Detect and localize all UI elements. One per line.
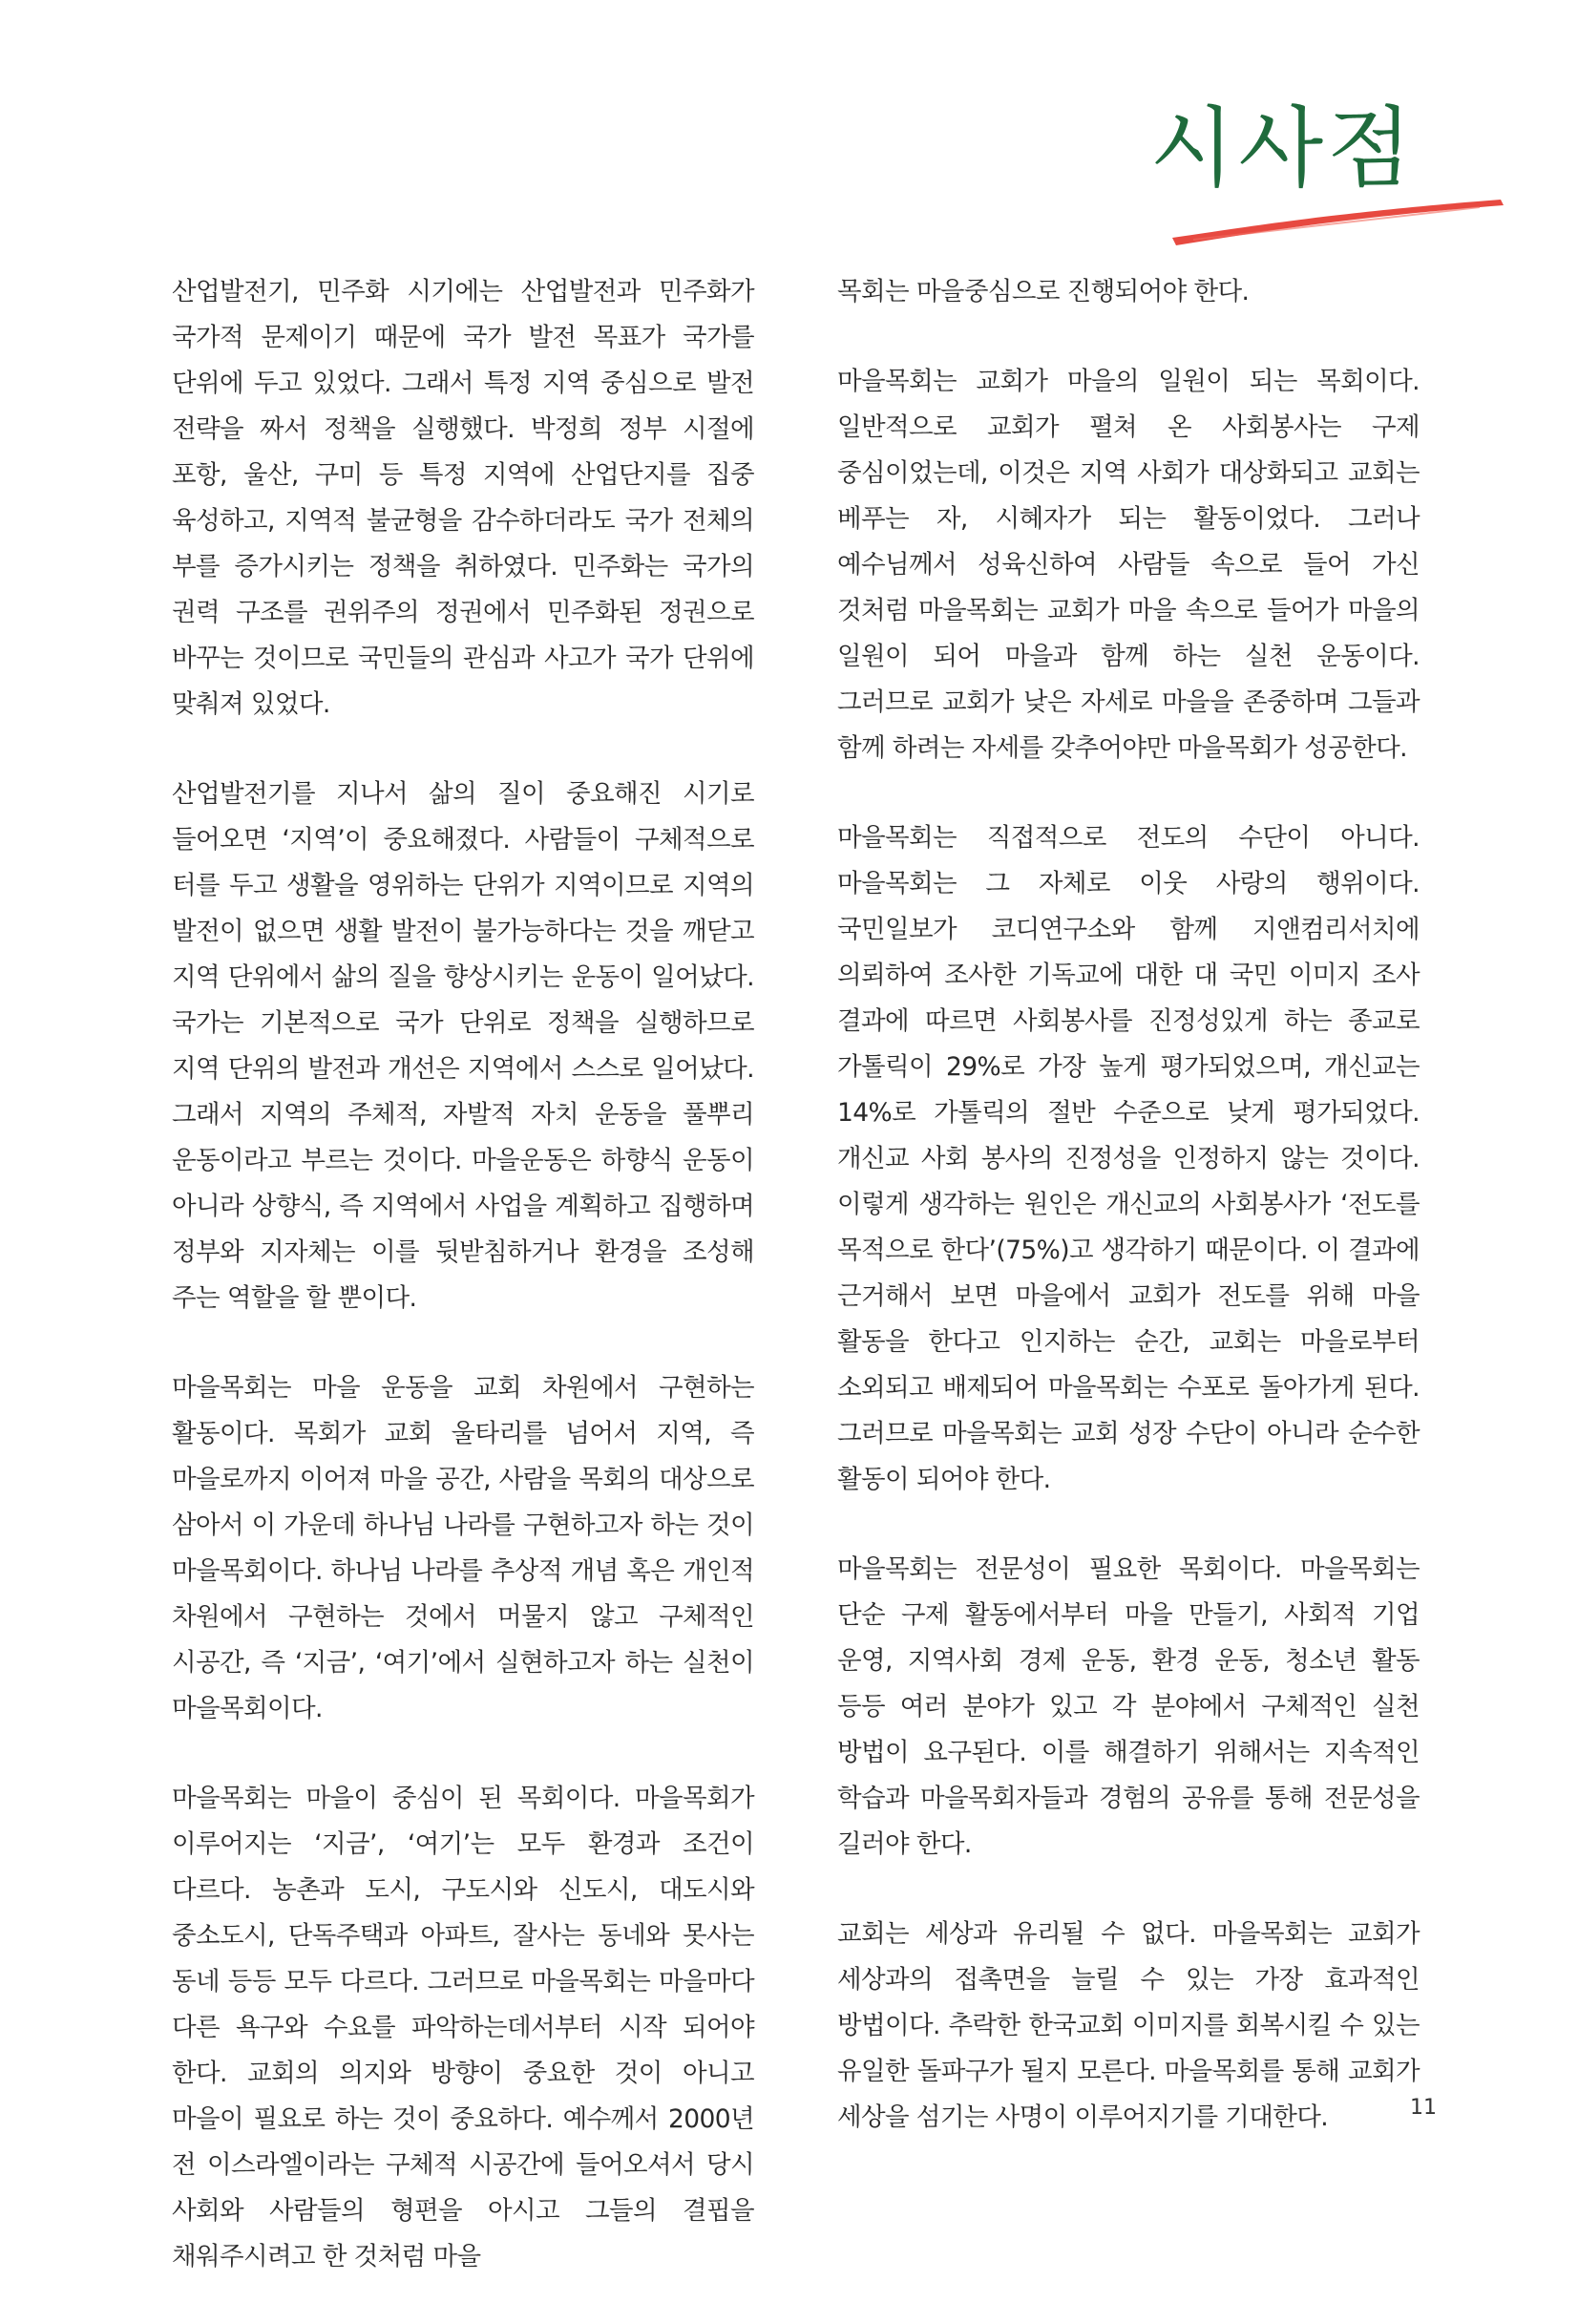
page-title: 시사점 bbox=[1149, 97, 1416, 200]
page-number: 11 bbox=[1410, 2096, 1437, 2120]
paragraph: 마을목회는 마을이 중심이 된 목회이다. 마을목회가 이루어지는 ‘지금’, ‘여기’는 모두 환경과 조건이 다르다. 농촌과 도시, 구도시와 신도시, 대도시와 중소도시, 단독주택과 아파트, 잘사는 동네와 못사는 동네 등등 모두 다르다. 그러므로 마을목회는 마을마다 다른 욕구와 수요를 파악하는데서부터 시작 되어야 한다. 교회의 의지와 방향이 중요한 것이 아니고 마을이 필요로 하는 것이 중요하다. 예수께서 2000년 전 이스라엘이라는 구체적 시공간에 들어오셔서 당시 사회와 사람들의 형편을 아시고 그들의 결핍을 채워주시려고 한 것처럼 마을 bbox=[172, 1784, 754, 2271]
right-column bbox=[837, 269, 1420, 2185]
paragraph: 마을목회는 교회가 마을의 일원이 되는 목회이다. 일반적으로 교회가 펼쳐 온 사회봉사는 구제 중심이었는데, 이것은 지역 사회가 대상화되고 교회는 베푸는 자, 시혜자가 되는 활동이었다. 그러나 예수님께서 성육신하여 사람들 속으로 들어 가신 것처럼 마을목회는 교회가 마을 속으로 들어가 마을의 일원이 되어 마을과 함께 하는 실천 운동이다. 그러므로 교회가 낮은 자세로 마을을 존중하며 그들과 함께 하려는 자세를 갖추어야만 마을목회가 성공한다. bbox=[837, 367, 1420, 763]
title-underline-brush-stroke bbox=[1165, 196, 1508, 253]
paragraph: 산업발전기, 민주화 시기에는 산업발전과 민주화가 국가적 문제이기 때문에 국가 발전 목표가 국가를 단위에 두고 있었다. 그래서 특정 지역 중심으로 발전 전략을 짜서 정책을 실행했다. 박정희 정부 시절에 포항, 울산, 구미 등 특정 지역에 산업단지를 집중 육성하고, 지역적 불균형을 감수하더라도 국가 전체의 부를 증가시키는 정책을 취하였다. 민주화는 국가의 권력 구조를 권위주의 정권에서 민주화된 정권으로 바꾸는 것이므로 국민들의 관심과 사고가 국가 단위에 맞춰져 있었다. bbox=[172, 277, 754, 719]
paragraph: 마을목회는 전문성이 필요한 목회이다. 마을목회는 단순 구제 활동에서부터 마을 만들기, 사회적 기업 운영, 지역사회 경제 운동, 환경 운동, 청소년 활동 등등 여러 분야가 있고 각 분야에서 구체적인 실천 방법이 요구된다. 이를 해결하기 위해서는 지속적인 학습과 마을목회자들과 경험의 공유를 통해 전문성을 길러야 한다. bbox=[837, 1554, 1420, 1859]
paragraph: 산업발전기를 지나서 삶의 질이 중요해진 시기로 들어오면 ‘지역’이 중요해졌다. 사람들이 구체적으로 터를 두고 생활을 영위하는 단위가 지역이므로 지역의 발전이 없으면 생활 발전이 불가능하다는 것을 깨닫고 지역 단위에서 삶의 질을 향상시키는 운동이 일어났다. 국가는 기본적으로 국가 단위로 정책을 실행하므로 지역 단위의 발전과 개선은 지역에서 스스로 일어났다. 그래서 지역의 주체적, 자발적 자치 운동을 풀뿌리 운동이라고 부르는 것이다. 마을운동은 하향식 운동이 아니라 상향식, 즉 지역에서 사업을 계획하고 집행하며 정부와 지자체는 이를 뒷받침하거나 환경을 조성해 주는 역할을 할 뿐이다. bbox=[172, 779, 754, 1313]
paragraph: 목회는 마을중심으로 진행되어야 한다. bbox=[837, 277, 1250, 306]
paragraph: 마을목회는 마을 운동을 교회 차원에서 구현하는 활동이다. 목회가 교회 울타리를 넘어서 지역, 즉 마을로까지 이어져 마을 공간, 사람을 목회의 대상으로 삼아서 이 가운데 하나님 나라를 구현하고자 하는 것이 마을목회이다. 하나님 나라를 추상적 개념 혹은 개인적 차원에서 구현하는 것에서 머물지 않고 구체적인 시공간, 즉 ‘지금’, ‘여기’에서 실현하고자 하는 실천이 마을목회이다. bbox=[172, 1373, 754, 1723]
paragraph: 교회는 세상과 유리될 수 없다. 마을목회는 교회가 세상과의 접촉면을 늘릴 수 있는 가장 효과적인 방법이다. 추락한 한국교회 이미지를 회복시킬 수 있는 유일한 돌파구가 될지 모른다. 마을목회를 통해 교회가 세상을 섬기는 사명이 이루어지기를 기대한다. bbox=[837, 1919, 1420, 2132]
left-column bbox=[172, 269, 754, 2324]
paragraph: 마을목회는 직접적으로 전도의 수단이 아니다. 마을목회는 그 자체로 이웃 사랑의 행위이다. 국민일보가 코디연구소와 함께 지앤컴리서치에 의뢰하여 조사한 기독교에 대한 대 국민 이미지 조사 결과에 따르면 사회봉사를 진정성있게 하는 종교로 가톨릭이 29%로 가장 높게 평가되었으며, 개신교는 14%로 가톨릭의 절반 수준으로 낮게 평가되었다. 개신교 사회 봉사의 진정성을 인정하지 않는 것이다. 이렇게 생각하는 원인은 개신교의 사회봉사가 ‘전도를 목적으로 한다’(75%)고 생각하기 때문이다. 이 결과에 근거해서 보면 마을에서 교회가 전도를 위해 마을 활동을 한다고 인지하는 순간, 교회는 마을로부터 소외되고 배제되어 마을목회는 수포로 돌아가게 된다. 그러므로 마을목회는 교회 성장 수단이 아니라 순수한 활동이 되어야 한다. bbox=[837, 823, 1420, 1494]
